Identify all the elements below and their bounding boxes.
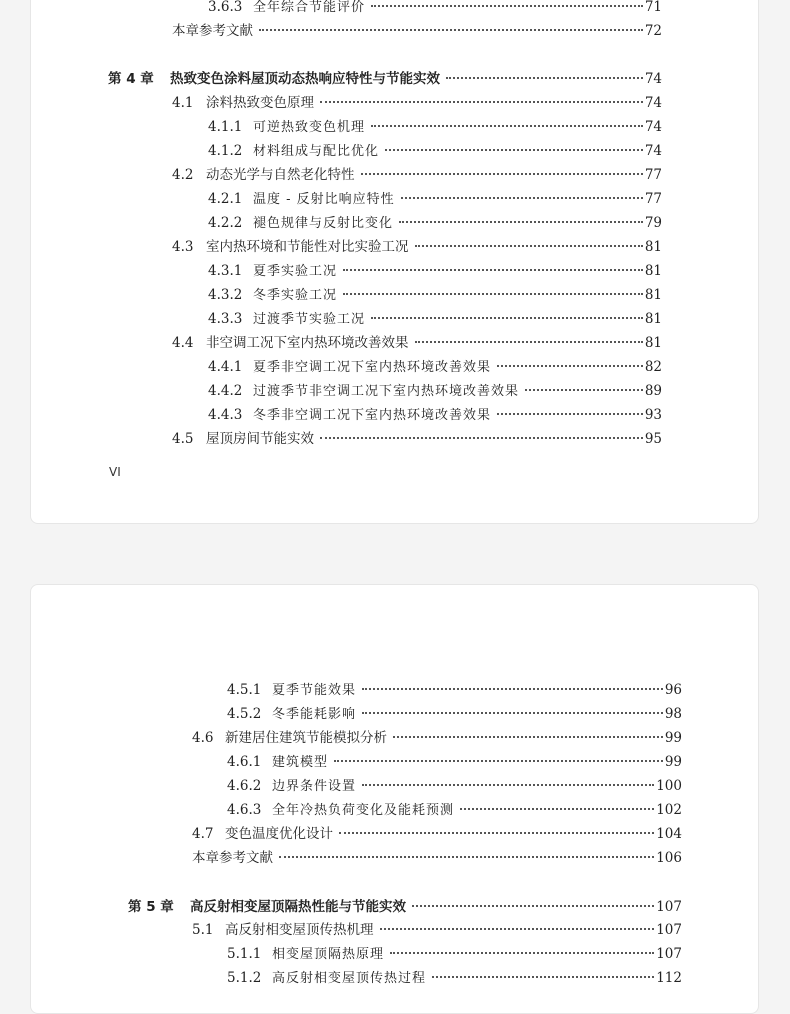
toc-title: 高反射相变屋顶传热过程	[272, 971, 427, 986]
toc-page-number: 104	[656, 826, 682, 842]
toc-number: 4.4.2	[208, 383, 243, 399]
dot-leader	[385, 149, 643, 151]
dot-leader	[525, 389, 643, 391]
toc-number: 第 4 章	[108, 71, 154, 87]
toc-page-number: 77	[644, 167, 662, 183]
toc-number: 4.5	[172, 431, 194, 447]
toc-entry-4-3-2[interactable]	[208, 286, 662, 305]
dot-leader	[343, 293, 643, 295]
toc-number: 4.2.2	[208, 215, 243, 231]
toc-title: 夏季非空调工况下室内热环境改善效果	[253, 360, 492, 375]
toc-title: 过渡季节实验工况	[253, 312, 366, 327]
toc-page-number: 74	[644, 119, 662, 135]
toc-page-number: 81	[644, 239, 662, 255]
toc-entry-4-2-2[interactable]	[208, 214, 662, 233]
toc-title: 室内热环境和节能性对比实验工况	[206, 239, 409, 255]
toc-entry-4-3[interactable]	[172, 238, 662, 256]
toc-number: 4.3	[172, 239, 194, 255]
dot-leader	[362, 712, 663, 714]
dot-leader	[320, 437, 643, 439]
toc-number: 4.7	[192, 826, 214, 842]
toc-entry-4-1[interactable]	[172, 94, 662, 112]
toc-page-number: 72	[644, 23, 662, 39]
toc-entry-4-7[interactable]	[192, 825, 682, 843]
toc-page-number: 81	[644, 263, 662, 279]
toc-page-number: 106	[656, 850, 682, 866]
toc-title: 涂料热致变色原理	[206, 95, 314, 111]
toc-page-number: 81	[644, 287, 662, 303]
toc-entry-4-4-1[interactable]	[208, 358, 662, 377]
toc-number: 4.1.1	[208, 119, 243, 135]
dot-leader	[380, 928, 655, 930]
toc-entry-5-1-1[interactable]	[227, 945, 682, 964]
toc-number: 4.5.2	[227, 706, 262, 722]
toc-entry-4-6[interactable]	[192, 729, 682, 747]
toc-title: 边界条件设置	[272, 779, 357, 794]
dot-leader	[432, 976, 654, 978]
toc-title: 动态光学与自然老化特性	[206, 167, 355, 183]
toc-title: 非空调工况下室内热环境改善效果	[206, 335, 409, 351]
dot-leader	[401, 197, 643, 199]
toc-entry-4-5-2[interactable]	[227, 705, 682, 724]
toc-entry-4-1-2[interactable]	[208, 142, 662, 161]
toc-page-number: 99	[664, 754, 682, 770]
toc-entry-4-5-1[interactable]	[227, 681, 682, 700]
toc-page-number: 79	[644, 215, 662, 231]
toc-number: 4.4.3	[208, 407, 243, 423]
toc-title: 新建居住建筑节能模拟分析	[225, 730, 387, 746]
toc-number: 4.3.3	[208, 311, 243, 327]
toc-page-number: 81	[644, 311, 662, 327]
dot-leader	[259, 29, 643, 31]
dot-leader	[362, 784, 654, 786]
toc-title: 冬季实验工况	[253, 288, 338, 303]
toc-title: 本章参考文献	[172, 23, 253, 39]
dot-leader	[393, 736, 663, 738]
toc-number: 4.4	[172, 335, 194, 351]
toc-number: 3.6.3	[208, 0, 243, 15]
dot-leader	[415, 341, 643, 343]
toc-number: 第 5 章	[128, 899, 174, 915]
toc-page-number: 107	[656, 946, 682, 962]
toc-title: 高反射相变屋顶传热机理	[225, 922, 374, 938]
page-folio: VI	[109, 465, 121, 479]
dot-leader	[497, 413, 643, 415]
toc-entry-4-3-1[interactable]	[208, 262, 662, 281]
toc-title: 夏季实验工况	[253, 264, 338, 279]
toc-entry-4-4-3[interactable]	[208, 406, 662, 425]
toc-entry-4-2[interactable]	[172, 166, 662, 184]
toc-entry-4-6-2[interactable]	[227, 777, 682, 796]
toc-number: 4.6.3	[227, 802, 262, 818]
toc-entry-references[interactable]	[192, 849, 682, 867]
dot-leader	[412, 905, 654, 907]
toc-number: 4.1.2	[208, 143, 243, 159]
toc-page-number: 96	[664, 682, 682, 698]
toc-page-number: 81	[644, 335, 662, 351]
dot-leader	[339, 832, 654, 834]
toc-entry-5-1[interactable]	[192, 921, 682, 939]
dot-leader	[415, 245, 643, 247]
toc-page-number: 102	[656, 802, 682, 818]
toc-title: 变色温度优化设计	[225, 826, 333, 842]
toc-entry-chapter-5[interactable]	[128, 898, 682, 916]
dot-leader	[497, 365, 643, 367]
toc-entry-4-6-1[interactable]	[227, 753, 682, 772]
toc-title: 高反射相变屋顶隔热性能与节能实效	[190, 899, 406, 915]
toc-page-number: 95	[644, 431, 662, 447]
toc-page-number: 98	[664, 706, 682, 722]
toc-title: 褪色规律与反射比变化	[253, 216, 394, 231]
toc-title: 过渡季节非空调工况下室内热环境改善效果	[253, 384, 520, 399]
dot-leader	[320, 101, 643, 103]
toc-entry-4-1-1[interactable]	[208, 118, 662, 137]
toc-page-number: 74	[644, 71, 662, 87]
toc-title: 温度 - 反射比响应特性	[253, 192, 395, 207]
toc-number: 4.3.1	[208, 263, 243, 279]
toc-entry-4-4[interactable]	[172, 334, 662, 352]
toc-title: 冬季能耗影响	[272, 707, 357, 722]
toc-number: 4.5.1	[227, 682, 262, 698]
dot-leader	[446, 77, 643, 79]
toc-title: 材料组成与配比优化	[253, 144, 380, 159]
toc-number: 4.6.2	[227, 778, 262, 794]
toc-entry-4-6-3[interactable]	[227, 801, 682, 820]
toc-title: 夏季节能效果	[272, 683, 357, 698]
toc-page-number: 99	[664, 730, 682, 746]
toc-entry-references[interactable]	[172, 22, 662, 40]
toc-page-number: 74	[644, 143, 662, 159]
dot-leader	[399, 221, 643, 223]
toc-title: 相变屋顶隔热原理	[272, 947, 385, 962]
toc-number: 4.6	[192, 730, 214, 746]
dot-leader	[390, 952, 654, 954]
toc-entry-4-4-2[interactable]	[208, 382, 662, 401]
toc-page-number: 107	[656, 899, 682, 915]
toc-title: 冬季非空调工况下室内热环境改善效果	[253, 408, 492, 423]
toc-number: 4.2	[172, 167, 194, 183]
toc-entry-4-3-3[interactable]	[208, 310, 662, 329]
toc-number: 5.1	[192, 922, 214, 938]
dot-leader	[371, 5, 643, 7]
toc-number: 5.1.2	[227, 970, 262, 986]
toc-page-number: 82	[644, 359, 662, 375]
toc-entry-3-6-3[interactable]	[208, 0, 662, 17]
toc-page-number: 77	[644, 191, 662, 207]
dot-leader	[361, 173, 643, 175]
toc-title: 建筑模型	[272, 755, 329, 770]
toc-title: 屋顶房间节能实效	[206, 431, 314, 447]
toc-entry-4-5[interactable]	[172, 430, 662, 448]
dot-leader	[279, 856, 654, 858]
toc-page-number: 93	[644, 407, 662, 423]
toc-number: 4.4.1	[208, 359, 243, 375]
dot-leader	[371, 125, 643, 127]
toc-entry-5-1-2[interactable]	[227, 969, 682, 988]
dot-leader	[362, 688, 663, 690]
dot-leader	[334, 760, 663, 762]
toc-page-number: 100	[656, 778, 682, 794]
toc-number: 5.1.1	[227, 946, 262, 962]
toc-entry-4-2-1[interactable]	[208, 190, 662, 209]
toc-page-number: 89	[644, 383, 662, 399]
toc-title: 可逆热致变色机理	[253, 120, 366, 135]
toc-page-number: 107	[656, 922, 682, 938]
toc-title: 全年综合节能评价	[253, 0, 366, 15]
toc-page-upper	[30, 0, 759, 524]
toc-page-lower	[30, 584, 759, 1014]
toc-title: 本章参考文献	[192, 850, 273, 866]
toc-entry-chapter-4[interactable]	[108, 70, 662, 88]
toc-page-number: 71	[644, 0, 662, 15]
toc-title: 热致变色涂料屋顶动态热响应特性与节能实效	[170, 71, 440, 87]
toc-title: 全年冷热负荷变化及能耗预测	[272, 803, 455, 818]
dot-leader	[343, 269, 643, 271]
dot-leader	[460, 808, 654, 810]
toc-number: 4.2.1	[208, 191, 243, 207]
toc-number: 4.3.2	[208, 287, 243, 303]
toc-number: 4.1	[172, 95, 194, 111]
toc-page-number: 112	[656, 970, 682, 986]
toc-number: 4.6.1	[227, 754, 262, 770]
dot-leader	[371, 317, 643, 319]
toc-page-number: 74	[644, 95, 662, 111]
